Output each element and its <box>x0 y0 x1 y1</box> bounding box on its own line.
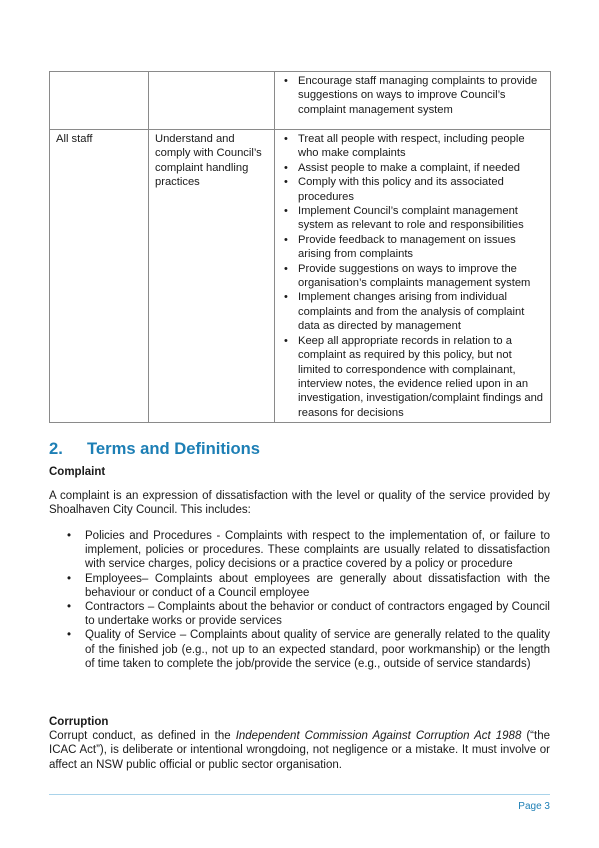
complaint-heading: Complaint <box>49 466 106 478</box>
responsibilities-table <box>49 71 551 423</box>
list-item: • Provide feedback to management on issues arising from complaints <box>281 233 544 262</box>
list-item: • Treat all people with respect, including people who make complaints <box>281 132 544 161</box>
table-cell-actions <box>275 72 551 130</box>
list-item: • Employees– Complaints about employees are generally about dissatisfaction with the behaviour or conduct of a Council employee <box>49 572 550 600</box>
list-item: • Implement changes arising from individual complaints and from the analysis of complaint data as directed by management <box>281 290 544 333</box>
table-row <box>50 130 551 423</box>
list-item: • Keep all appropriate records in relation to a complaint as required by this policy, but not limited to correspondence with complainant, interview notes, the evidence relied upon in an investigation, investigation/complaint findings and reasons for decisions <box>281 334 544 420</box>
list-item: • Quality of Service – Complaints about quality of service are generally related to the quality of the finished job (e.g., not up to an expected standard, poor workmanship) or the length of time taken to complete the job/provide the service (e.g., outside of service standards) <box>49 628 550 671</box>
list-item: • Policies and Procedures - Complaints with respect to the implementation of, or failure to implement, policies or procedures. These complaints are usually related to dissatisfaction with service charges, policy decisions or a practice covered by a policy or procedure <box>49 529 550 572</box>
corruption-paragraph <box>49 729 550 772</box>
list-item: • Assist people to make a complaint, if needed <box>281 161 544 175</box>
table-cell-role: All staff <box>50 130 149 423</box>
corruption-text-end: (“the ICAC Act”), is deliberate or intentional wrongdoing, not negligence or a mistake. It must involve or affect an NSW public official or public sector organisation. <box>49 730 550 771</box>
footer-divider <box>49 794 550 795</box>
corruption-text-start: Corrupt conduct, as defined in the <box>49 730 236 742</box>
corruption-heading: Corruption <box>49 716 109 728</box>
complaint-types-list <box>49 529 550 671</box>
section-heading <box>49 439 260 459</box>
table-cell-responsibility <box>149 72 275 130</box>
table-cell-responsibility: Understand and comply with Council’s complaint handling practices <box>149 130 275 423</box>
list-item: • Comply with this policy and its associated procedures <box>281 175 544 204</box>
list-item: • Encourage staff managing complaints to provide suggestions on ways to improve Council’s complaint management system <box>281 74 544 117</box>
table-cell-actions <box>275 130 551 423</box>
list-item: • Provide suggestions on ways to improve the organisation’s complaints management system <box>281 262 544 291</box>
section-number: 2. <box>49 439 63 458</box>
list-item: • Contractors – Complaints about the behavior or conduct of contractors engaged by Council to undertake works or provide services <box>49 600 550 628</box>
act-name: Independent Commission Against Corruption Act 1988 <box>235 730 522 742</box>
list-item: • Implement Council’s complaint management system as relevant to role and responsibilities <box>281 204 544 233</box>
action-list <box>281 74 544 117</box>
page-number: Page 3 <box>518 801 550 812</box>
complaint-intro: A complaint is an expression of dissatisfaction with the level or quality of the service provided by Shoalhaven City Council. This includes: <box>49 490 550 517</box>
section-title: Terms and Definitions <box>87 439 261 458</box>
table-row <box>50 72 551 130</box>
table-cell-role <box>50 72 149 130</box>
action-list <box>281 132 544 420</box>
